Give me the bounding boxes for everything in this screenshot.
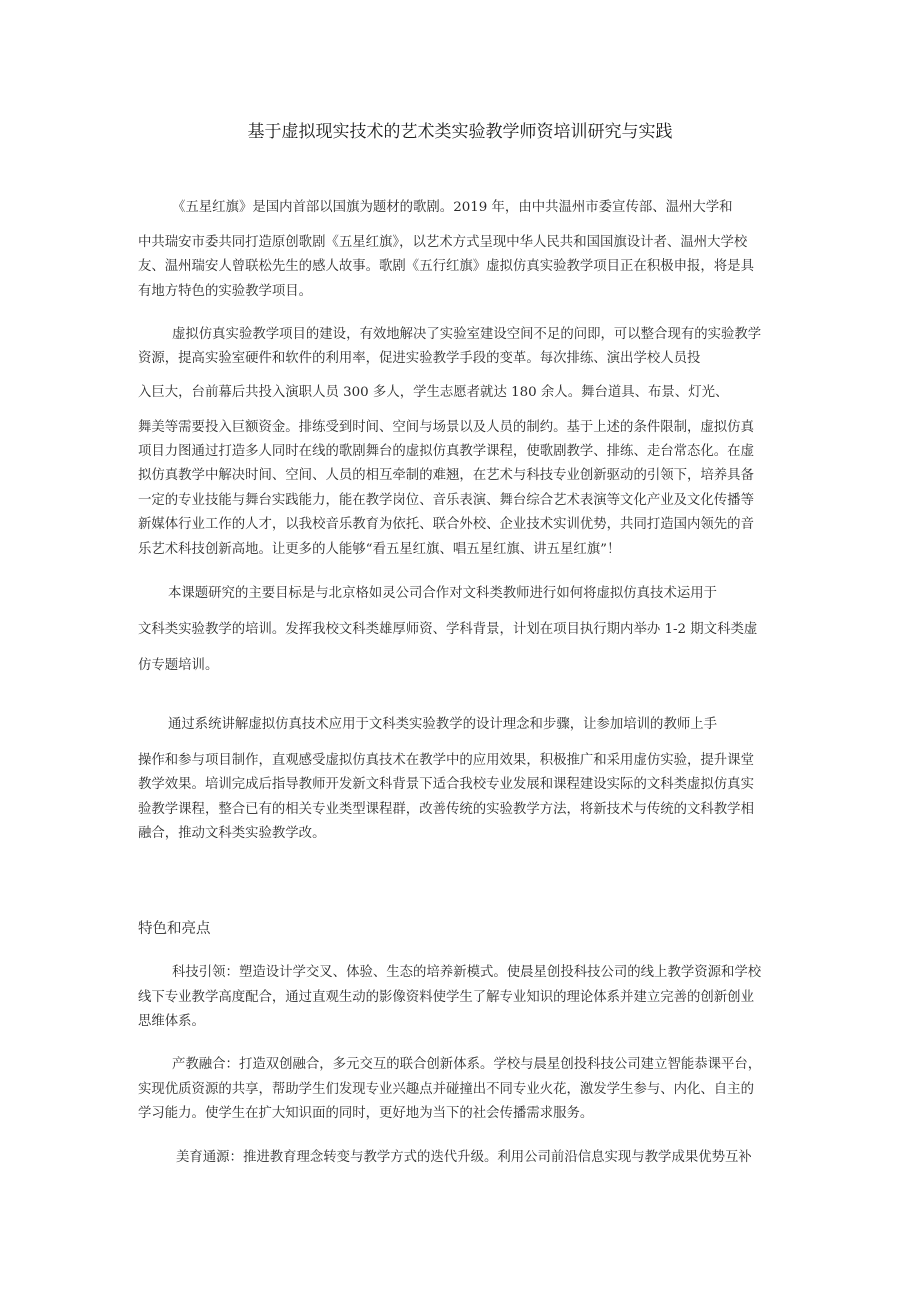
paragraph-line: 仿专题培训。 [138,658,219,673]
paragraph-line: 《五星红旗》是国内首部以国旗为题材的歌剧。2019 年，由中共温州市委宣传部、温州大学和 [172,200,733,215]
paragraph-line: 验教学课程，整合已有的相关专业类型课程群，改善传统的实验教学方法，将新技术与传统的文科教学相 [138,802,754,817]
paragraph-line: 资源，提高实验室硬件和软件的利用率，促进实验教学手段的变革。每次排练、演出学校人员投 [138,351,701,366]
document-title: 基于虚拟现实技术的艺术类实验教学师资培训研究与实践 [247,122,673,142]
paragraph-line: 舞美等需要投入巨额资金。排练受到时间、空间与场景以及人员的制约。基于上述的条件限制，虚拟仿真 [138,420,754,435]
paragraph-line: 科技引领：塑造设计学交叉、体验、生态的培养新模式。使晨星创投科技公司的线上教学资源和学校 [172,965,762,980]
paragraph-line: 乐艺术科技创新高地。让更多的人能够“看五星红旗、唱五星红旗、讲五星红旗”！ [138,542,621,557]
paragraph-line: 美育通源：推进教育理念转变与教学方式的迭代升级。利用公司前沿信息实现与教学成果优势互补 [176,1150,752,1165]
paragraph-line: 新媒体行业工作的人才，以我校音乐教育为依托、联合外校、企业技术实训优势，共同打造国内领先的音 [138,517,754,532]
paragraph-line: 一定的专业技能与舞台实践能力，能在教学岗位、音乐表演、舞台综合艺术表演等文化产业及文化传播等 [138,493,754,508]
paragraph-line: 产教融合：打造双创融合，多元交互的联合创新体系。学校与晨星创投科技公司建立智能恭课平台， [172,1057,762,1072]
paragraph-line: 通过系统讲解虚拟仿真技术应用于文科类实验教学的设计理念和步骤，让参加培训的教师上手 [168,717,718,732]
paragraph-line: 融合，推动文科类实验教学改。 [138,826,326,841]
paragraph-line: 操作和参与项目制作，直观感受虚拟仿真技术在教学中的应用效果，积极推广和采用虚仿实验，提升课堂 [138,753,754,768]
paragraph-line: 教学效果。培训完成后指导教师开发新文科背景下适合我校专业发展和课程建设实际的文科类虚拟仿真实 [138,777,754,792]
paragraph-line: 线下专业教学高度配合，通过直观生动的影像资料使学生了解专业知识的理论体系并建立完善的创新创业 [138,990,754,1005]
paragraph-line: 本课题研究的主要目标是与北京格如灵公司合作对文科类教师进行如何将虚拟仿真技术运用于 [168,586,718,601]
paragraph-line: 文科类实验教学的培训。发挥我校文科类雄厚师资、学科背景，计划在项目执行期内举办 1-2 期文科类虚 [138,622,758,637]
paragraph-line: 虚拟仿真实验教学项目的建设，有效地解决了实验室建设空间不足的问即，可以整合现有的实验教学 [172,327,762,342]
paragraph-line: 拟仿真教学中解决时间、空间、人员的相互牵制的难翘，在艺术与科技专业创新驱动的引领下，培养具备 [138,468,754,483]
paragraph-line: 思维体系。 [138,1014,205,1029]
paragraph-line: 实现优质资源的共享，帮助学生们发现专业兴趣点并碰撞出不同专业火花，激发学生参与、内化、自主的 [138,1082,754,1097]
paragraph-line: 学习能力。使学生在扩大知识面的同时，更好地为当下的社会传播需求服务。 [138,1106,594,1121]
paragraph-line: 项目力图通过打造多人同时在线的歌剧舞台的虚拟仿真教学课程，使歌剧教学、排练、走台常态化。在虚 [138,444,754,459]
paragraph-line: 友、温州瑞安人曾联松先生的感人故事。歌剧《五行红旗》虚拟仿真实验教学项目正在积极申报，将是具 [138,259,754,274]
section-heading: 特色和亮点 [138,921,211,937]
paragraph-line: 入巨大，台前幕后共投入演职人员 300 多人，学生志愿者就达 180 余人。舞台道具、布景、灯光、 [138,385,729,400]
paragraph-line: 有地方特色的实验教学项目。 [138,284,313,299]
paragraph-line: 中共瑞安市委共同打造原创歌剧《五星红旗》，以艺术方式呈现中华人民共和国国旗设计者、温州大学校 [138,235,748,250]
